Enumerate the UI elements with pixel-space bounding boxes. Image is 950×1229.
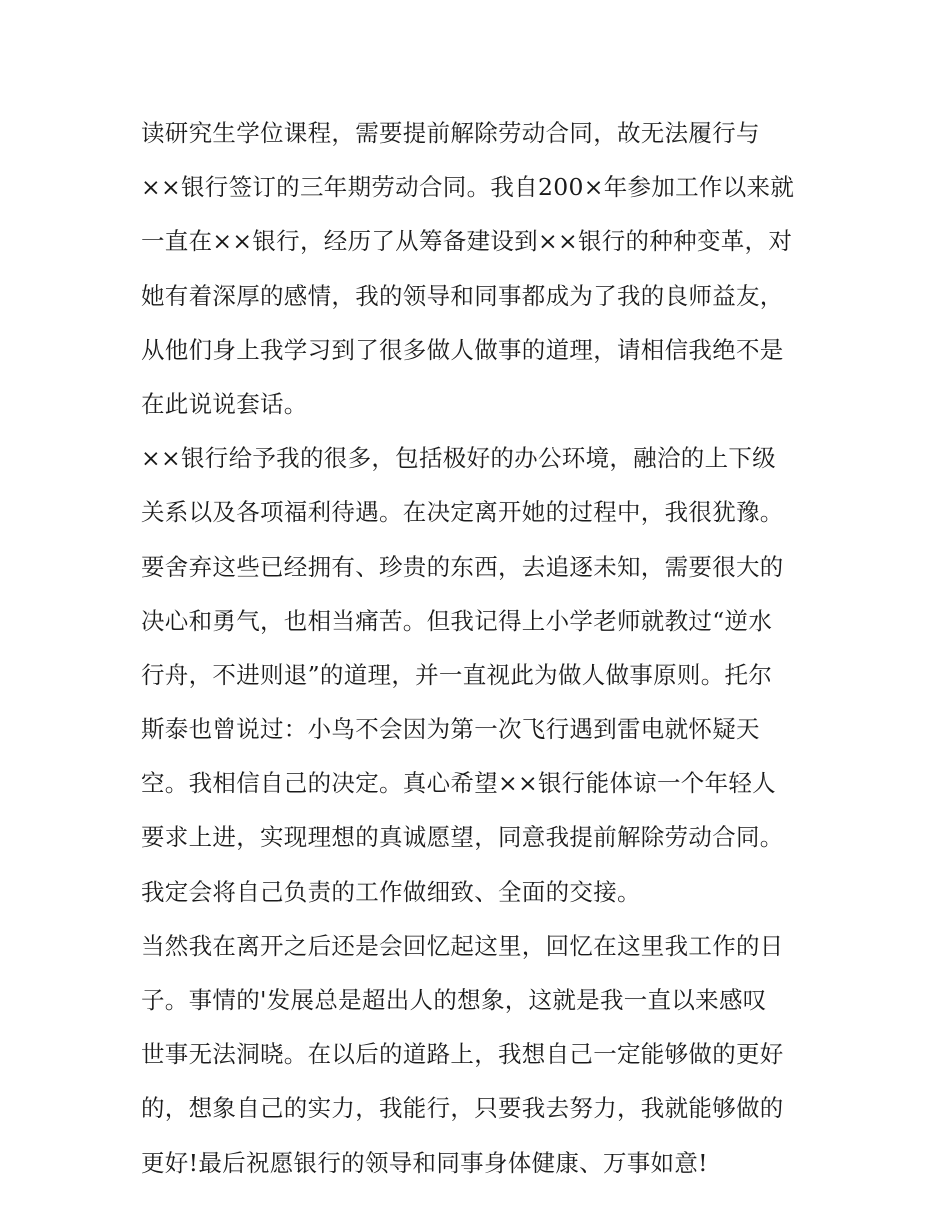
text-line: 读研究生学位课程，需要提前解除劳动合同，故无法履行与 xyxy=(141,119,760,147)
text-line: 在此说说套话。 xyxy=(141,389,308,418)
letter-body xyxy=(141,106,821,1190)
text-line: 一直在××银行，经历了从筹备建设到××银行的种种变革，对 xyxy=(141,227,793,256)
text-line: 要求上进，实现理想的真诚愿望，同意我提前解除劳动合同。 xyxy=(141,823,784,852)
text-line: 行舟，不进则退”的道理，并一直视此为做人做事原则。托尔 xyxy=(141,660,773,689)
text-line: 空。我相信自己的决定。真心希望××银行能体谅一个年轻人 xyxy=(141,769,776,798)
text-line: 关系以及各项福利待遇。在决定离开她的过程中，我很犹豫。 xyxy=(141,498,784,527)
text-line: 从他们身上我学习到了很多做人做事的道理，请相信我绝不是 xyxy=(141,335,784,364)
text-line: 更好!最后祝愿银行的领导和同事身体健康、万事如意! xyxy=(141,1148,708,1177)
text-line: 世事无法洞晓。在以后的道路上，我想自己一定能够做的更好 xyxy=(141,1040,784,1069)
text-line: 她有着深厚的感情，我的领导和同事都成为了我的良师益友， xyxy=(141,281,784,310)
text-line: 要舍弃这些已经拥有、珍贵的东西，去追逐未知，需要很大的 xyxy=(141,552,784,581)
text-line: ××银行给予我的很多，包括极好的办公环境，融洽的上下级 xyxy=(141,444,776,473)
text-line: 我定会将自己负责的工作做细致、全面的交接。 xyxy=(141,877,641,906)
text-line: 的，想象自己的实力，我能行，只要我去努力，我就能够做的 xyxy=(141,1094,784,1123)
text-line: 决心和勇气，也相当痛苦。但我记得上小学老师就教过“逆水 xyxy=(141,606,773,635)
text-line: 斯泰也曾说过：小鸟不会因为第一次飞行遇到雷电就怀疑天 xyxy=(141,715,760,744)
text-line: 子。事情的'发展总是超出人的想象，这就是我一直以来感叹 xyxy=(141,986,767,1014)
text-line: ××银行签订的三年期劳动合同。我自200×年参加工作以来就 xyxy=(141,173,795,202)
text-line: 当然我在离开之后还是会回忆起这里，回忆在这里我工作的日 xyxy=(141,931,784,960)
